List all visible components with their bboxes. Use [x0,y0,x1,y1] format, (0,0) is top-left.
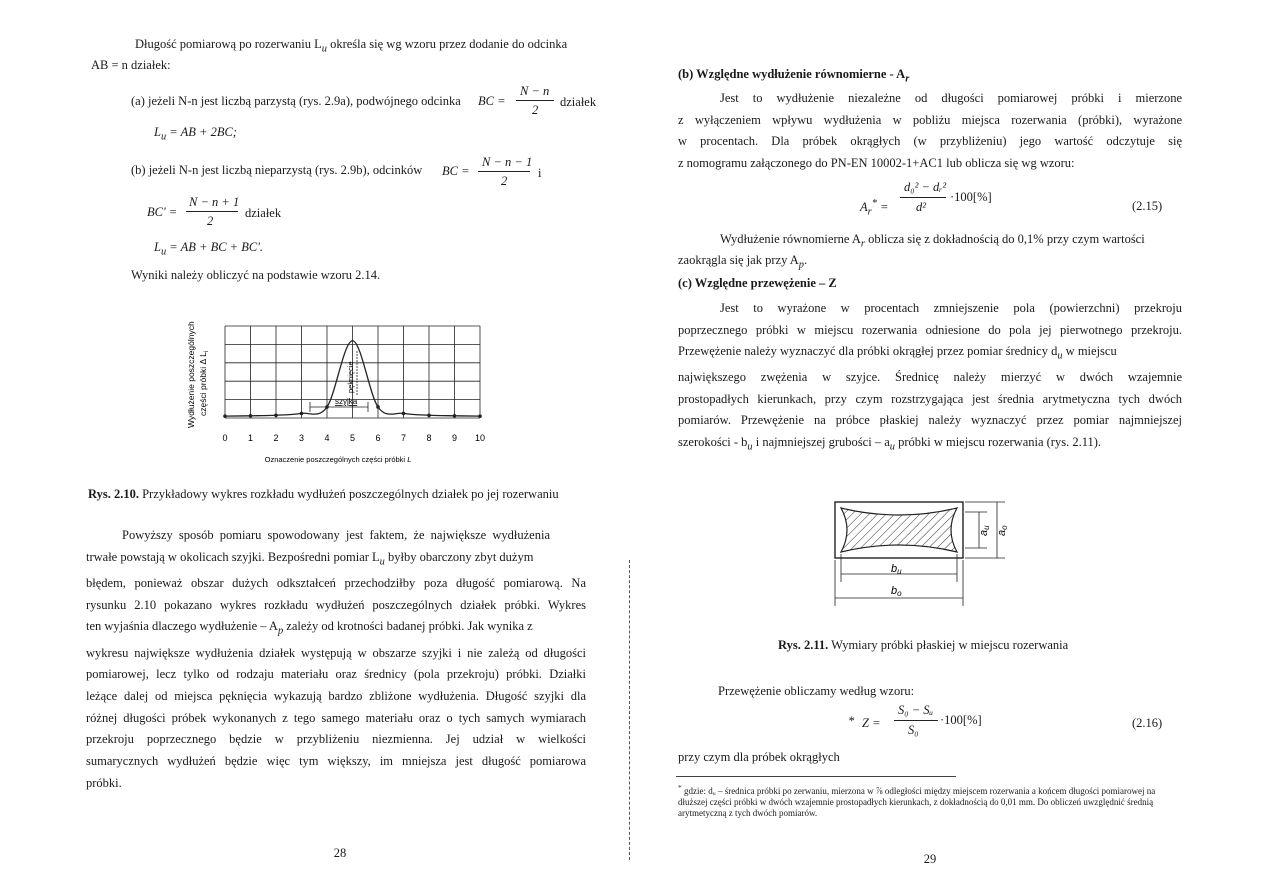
przewezenie-line: Przewężenie obliczamy według wzoru: [718,684,915,698]
x-tick-label: 3 [298,433,305,443]
para-line: próbki. [86,775,122,790]
para-line: błędem, ponieważ obszar dużych odkształceń przechodziłby poza długość pomiarową. Na [86,575,586,590]
x-tick-label: 5 [349,433,356,443]
page-number-right: 29 [923,852,937,866]
para-line: pomiarowej, lecz tylko od rodzaju materiału oraz średnicy (pola przekroju) próbki. Działki [86,667,586,682]
fig-2-11-caption: Rys. 2.11. Wymiary próbki płaskiej w miejscu rozerwania [778,638,1069,652]
eq216-den: S₀ [908,723,919,737]
b-line: z wyłączeniem wpływu wydłużenia w pobliżu miejsca rozerwania (próbki), wyrażone [678,112,1182,127]
bu-label: bu [891,563,902,576]
left-intro-line2: AB = n działek: [91,58,171,72]
case-a-frac-num: N − n [520,84,550,98]
data-point [402,412,406,416]
case-a-text: (a) jeżeli N-n jest liczbą parzystą (rys. 2.9a), podwójnego odcinka [131,94,461,108]
eq215-lhs: $A_r^*$ = [860,198,889,218]
x-tick-label: 10 [474,433,486,443]
bc2-num: N − n + 1 [189,195,240,209]
x-tick-label: 2 [273,433,279,443]
x-tick-label: 6 [375,433,381,443]
okragle-line: przy czym dla próbek okrągłych [678,750,840,764]
au-label: au [978,525,991,536]
case-b-text: (b) jeżeli N-n jest liczbą nieparzystą (rys. 2.9b), odcinków [131,163,423,177]
bc2-lhs: BC' = [147,205,178,219]
x-tick-label: 4 [324,433,330,443]
case-b-frac-num: N − n − 1 [482,155,533,169]
necked-section [841,508,957,552]
c-line: Przewężenie należy wyznaczyć dla próbki okrągłej przez pomiar średnicy $d_u$ w miejscu [678,344,1117,362]
eq216-tail: ·100[%] [940,713,982,727]
data-point [453,414,457,418]
para-line: leżące dalej od miejsca pęknięcia wykazują bardzo zbliżone wydłużenia. Długość szyjki dla [86,688,586,703]
case-a-frac-den: 2 [532,103,539,117]
neck-label: szyjka [335,397,358,406]
case-b-frac-lhs: BC = [442,164,470,178]
case-a-formula: $L_u$ = AB + 2BC; [154,125,237,143]
chart-ylabel2: części próbki Δ $L_i$ [198,350,210,416]
c-line: Jest to wyrażone w procentach zmniejszenie pola (powierzchni) przekroju [720,301,1182,315]
data-point [300,412,304,416]
data-point [478,414,482,418]
x-tick-label: 8 [426,433,432,443]
c-line: największego zwężenia w szyjce. Średnicę należy mierzyć w dwóch wzajemnie [678,370,1182,385]
footnote: * gdzie: dᵤ – średnica próbki po zerwaniu, mierzona w ⅞ odległości między miejscem rozerwania a końcem długości pomiarowej na dłuższej części próbki w dwóch wzajemnie prostopadłych kierunkach, z dokładnością do 0,01 mm. Do obliczeń uwzględnić średnią arytmetyczną z tych dwóch pomiarów. [678,783,1156,818]
left-paragraph [86,525,586,794]
b-line: w procentach. Dla próbek okrągłych (w przybliżeniu) jego wartość odczytuje się [678,134,1182,148]
bc2-fracline [186,211,238,212]
data-point [427,413,431,417]
left-intro-line1: Długość pomiarową po rozerwaniu $L_u$ określa się wg wzoru przez dodanie do odcinka [135,37,568,55]
fig-2-10-caption: Rys. 2.10. Przykładowy wykres rozkładu wydłużeń poszczególnych działek po jej rozerwaniu [88,487,559,501]
b-line: z nomogramu załączonego do PN-EN 10002-1+AC1 lub oblicza się wg wzoru: [678,155,1075,170]
section-b-title: (b) Względne wydłużenie równomierne - $A_r$ [678,67,910,85]
x-tick-label: 9 [451,433,458,443]
c-line: szerokości - $b_u$ i najmniejszej grubości – $a_u$ próbki w miejscu rozerwania (rys. 2.11). [678,435,1102,453]
para-line: Powyższy sposób pomiaru spowodowany jest faktem, że największe wydłużenia [122,528,550,542]
bc2-den: 2 [207,214,214,228]
crack-label: pęknięcie [346,361,355,393]
section-c-title: (c) Względne przewężenie – Z [678,276,837,290]
chart-xlabel: Oznaczenie poszczególnych części próbki L [264,455,412,464]
case-a-fracline [516,100,554,101]
page-divider [629,560,630,860]
footnote-rule [676,776,956,777]
para-line: sumarycznych wydłużeń będzie więc tym większy, im mniejsza jest długość pomiarowa [86,754,586,769]
c-line: poprzecznego próbki w miejscu rozerwania odniesione do pola jej pierwotnego przekroju. [678,322,1182,337]
data-point [223,414,227,418]
a0-label: ao [996,525,1009,536]
b-line: Jest to wydłużenie niezależne od długości pomiarowej próbki i mierzone [720,91,1182,105]
para-line: ten wyjaśnia dlaczego wydłużenie – $A_p$ zależy od krotności badanej próbki. Jak wynika z [86,619,533,637]
para-line: wykresu największe wydłużenia działek występują w obszarze szyjki i nie zależą od długości [86,645,586,660]
eq215-number: (2.15) [1132,199,1163,213]
section-b-text [678,88,1182,174]
case-b-fracline [478,171,530,172]
eq216-lhs: Z = [862,716,881,730]
case-a-unit: działek [560,95,597,109]
eq215-tail: ·100[%] [950,190,992,204]
data-point [249,414,253,418]
eq216-fracline [894,720,938,721]
chart-ylabel: Wydłużenie poszczególnych [186,321,196,428]
x-tick-label: 7 [400,433,407,443]
wydl-line1: Wydłużenie równomierne $A_r$ oblicza się z dokładnością do 0,1% przy czym wartości [720,232,1145,250]
case-b-formula: $L_u$ = AB + BC + BC'. [154,240,264,258]
elongation-chart [180,296,500,468]
eq215-num: d₀² − dᵣ² [904,180,947,194]
data-point [274,413,278,417]
c-line: prostopadłych kierunkach, przy czym rozstrzygająca jest średnia arytmetyczna tych dwóch [678,391,1182,406]
eq216-number: (2.16) [1132,716,1163,730]
page-number-left: 28 [333,846,347,860]
eq216-mark: * [848,714,855,728]
para-line: rysunku 2.10 pokazano wykres rozkładu wydłużeń poszczególnych działek próbki. Wykres [86,597,586,612]
case-b-tail: i [538,166,542,180]
eq215-den: d² [916,200,926,214]
para-line: różnej długości próbek wykonanych z tego samego materiału oraz o tych samych wymiarach [86,710,586,725]
b0-label: bo [891,585,902,598]
specimen-diagram [825,490,1025,610]
c-line: pomiarów. Przewężenie na próbce płaskiej należy wyznaczyć przez pomiar najmniejszej [678,413,1182,428]
data-point [376,405,380,409]
wydl-line2: zaokrągla się jak przy $A_p$. [678,253,808,271]
case-b-frac-den: 2 [501,174,508,188]
eq215-fracline [900,197,946,198]
para-line: przekroju poprzecznego będzie w przybliżeniu niezmienna. Jej udział w wielkości [86,732,586,747]
section-c-text [678,298,1182,458]
para-line: trwałe powstają w okolicach szyjki. Bezpośredni pomiar $L_u$ byłby obarczony zbyt dużym [86,549,534,568]
case-a-frac-lhs: BC = [478,94,506,108]
eq216-num: S₀ − Sᵤ [898,703,934,717]
chart-x-ticks [222,433,485,443]
results-line: Wyniki należy obliczyć na podstawie wzoru 2.14. [131,268,381,282]
x-tick-label: 1 [247,433,254,443]
bc2-unit: działek [245,206,282,220]
x-tick-label: 0 [222,433,228,443]
